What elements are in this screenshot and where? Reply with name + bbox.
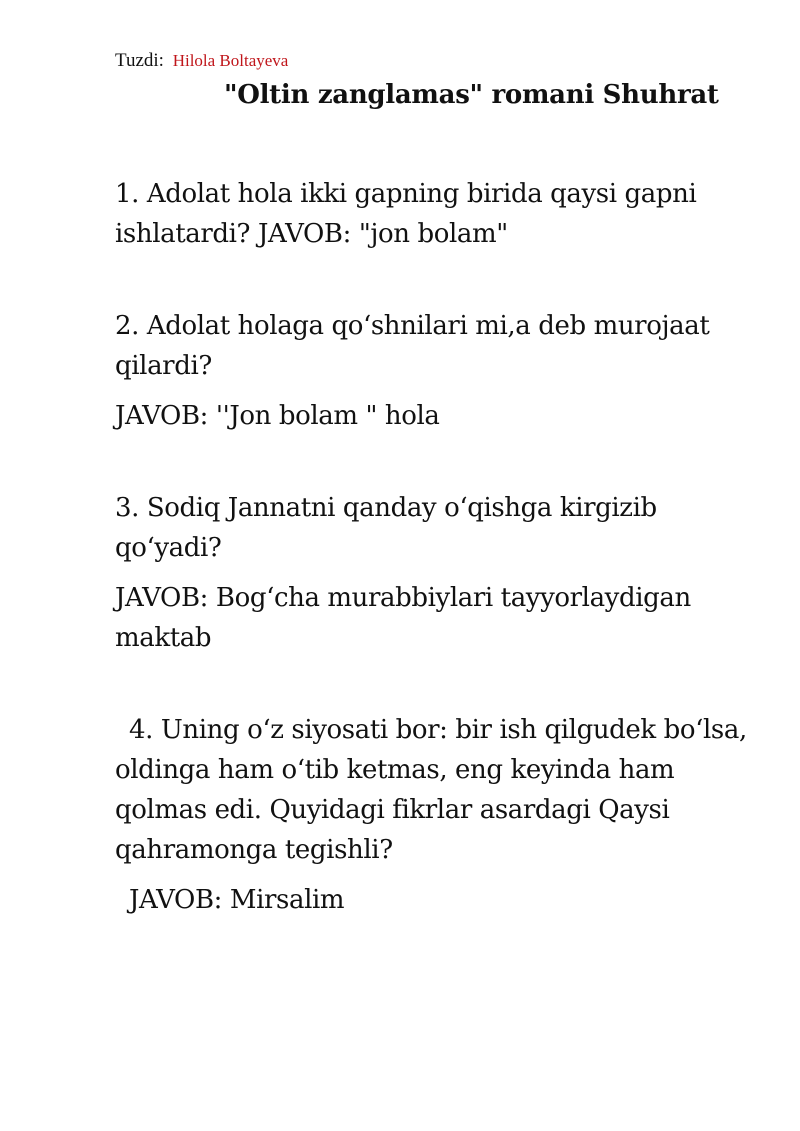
question-text-4 (115, 710, 765, 870)
answer-text-3: JAVOB: Bog‘cha murabbiylari tayyorlaydigan maktab (115, 583, 691, 653)
author-name: Hilola Boltayeva (172, 51, 289, 70)
question-text-1: 1. Adolat hola ikki gapning birida qaysi gapni ishlatardi? JAVOB: "jon bolam" (115, 179, 697, 249)
question-item-4 (115, 710, 765, 920)
document-title: "Oltin zanglamas" romani Shuhrat (224, 80, 719, 110)
answer-text-2: JAVOB: ''Jon bolam " hola (115, 401, 440, 431)
question-text-2: 2. Adolat holaga qo‘shnilari mi,a deb murojaat qilardi? (115, 311, 710, 381)
question-list (115, 174, 765, 920)
author-line (115, 50, 288, 72)
question-item-3 (115, 488, 765, 658)
author-prefix: Tuzdi: (115, 50, 164, 71)
question-text-3: 3. Sodiq Jannatni qanday o‘qishga kirgizib qo‘yadi? (115, 493, 657, 563)
answer-text-4: JAVOB: Mirsalim (129, 885, 345, 915)
question-item-2 (115, 306, 765, 436)
question-item-1 (115, 174, 765, 254)
question-text-4-body: 4. Uning o‘z siyosati bor: bir ish qilgudek bo‘lsa, oldinga ham o‘tib ketmas, eng keyinda ham qolmas edi. Quyidagi fikrlar asardagi Qaysi qahramonga tegishli? (115, 715, 747, 865)
